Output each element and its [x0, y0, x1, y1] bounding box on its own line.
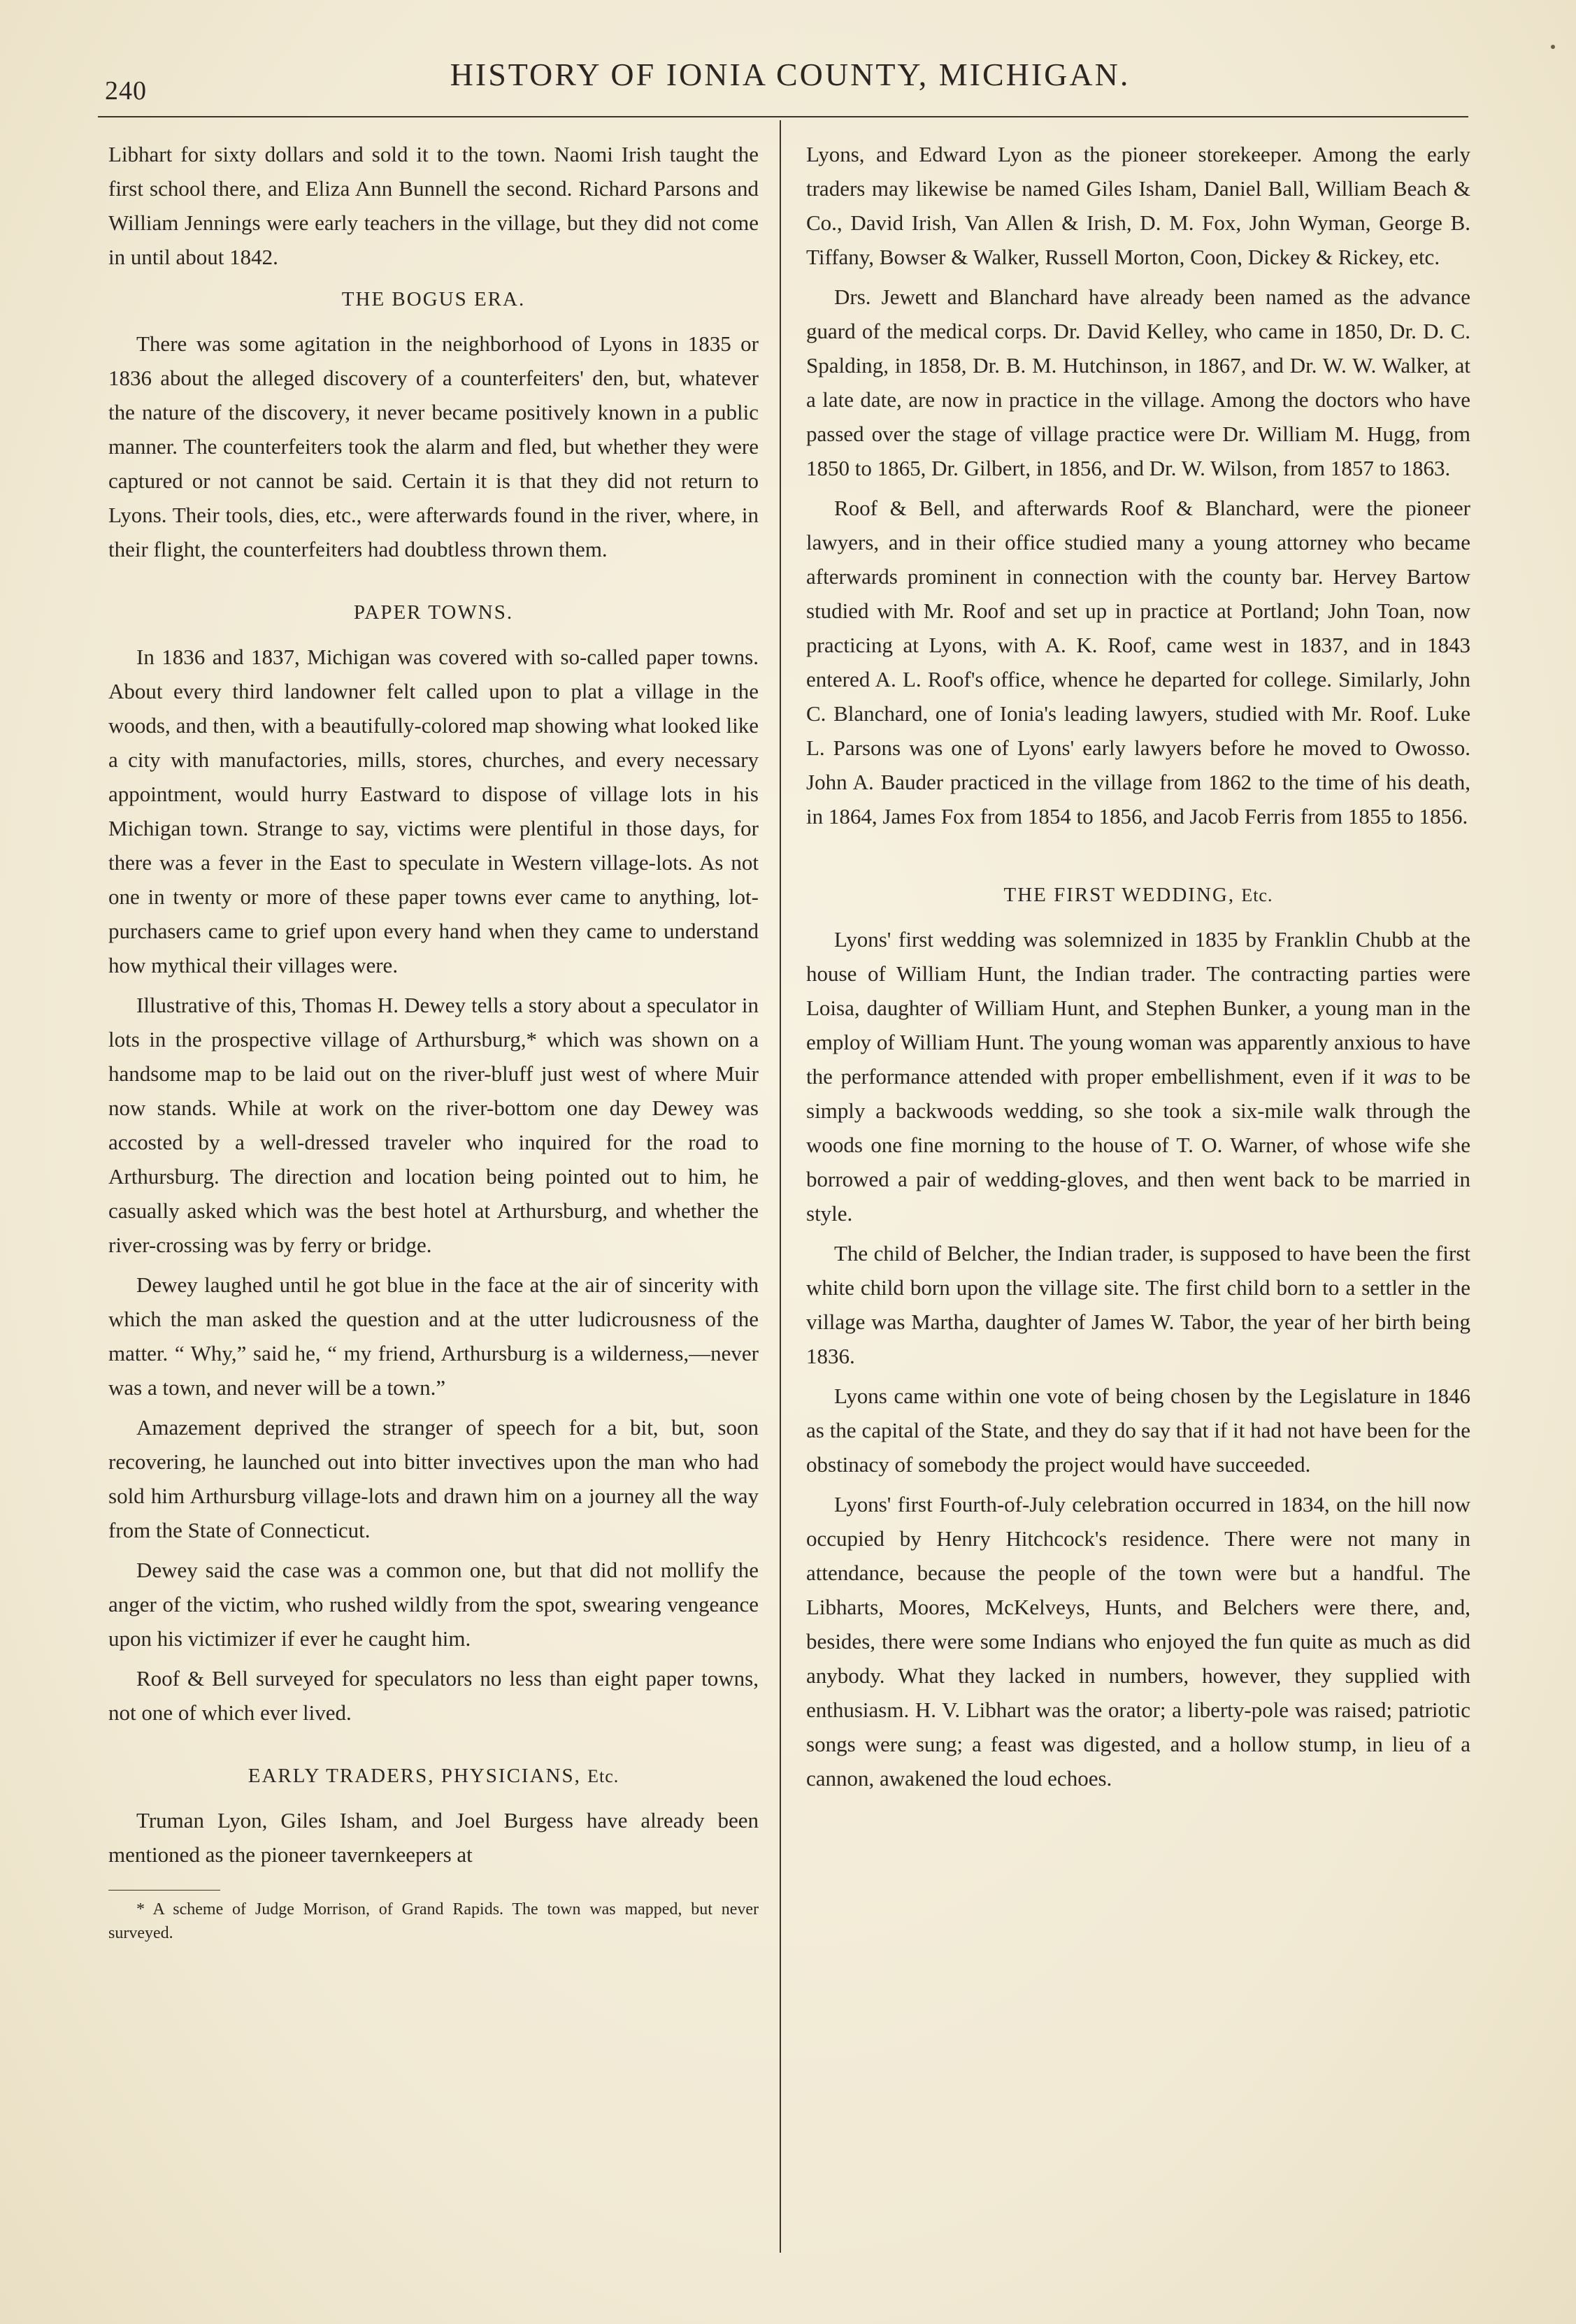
paragraph: Roof & Bell surveyed for speculators no less than eight paper towns, not one of which ever lived. [108, 1666, 759, 1725]
paragraph: There was some agitation in the neighborhood of Lyons in 1835 or 1836 about the alleged discovery of a counterfeiters' den, but, whatever the nature of the discovery, it never became positively known in a public manner. The counterfeiters took the alarm and fled, but whether they were captured or not cannot be said. Certain it is that they did not return to Lyons. Their tools, dies, etc., were afterwards found in the river, where, in their flight, the counterfeiters had doubtless thrown them. [108, 331, 759, 561]
section-heading-first-wedding [806, 878, 1470, 912]
paragraph: Lyons, and Edward Lyon as the pioneer storekeeper. Among the early traders may likewise be named Giles Isham, Daniel Ball, William Beach & Co., David Irish, Van Allen & Irish, D. M. Fox, John Wyman, George B. Tiffany, Bowser & Walker, Russell Morton, Coon, Dickey & Rickey, etc. [806, 142, 1470, 269]
left-column [108, 137, 759, 1951]
page-number: 240 [105, 76, 147, 106]
page-blemish [1551, 45, 1555, 49]
heading-main-text: THE FIRST WEDDING, [1003, 884, 1242, 906]
paragraph: In 1836 and 1837, Michigan was covered with so-called paper towns. About every third landowner felt called upon to plat a village in the woods, and then, with a beautifully-colored map showing what looked like a city with manufactories, mills, stores, churches, and every necessary appointment, would hurry Eastward to dispose of village lots in his Michigan town. Strange to say, victims were plentiful in those days, for there was a fever in the East to speculate in Western village-lots. As not one in twenty or more of these paper towns ever came to anything, lot-purchasers came to grief upon every hand when they came to understand how mythical their villages were. [108, 645, 759, 977]
paragraph [806, 922, 1470, 1231]
right-column [806, 137, 1470, 1801]
paragraph: Truman Lyon, Giles Isham, and Joel Burgess have already been mentioned as the pioneer tavernkeepers at [108, 1808, 759, 1867]
paragraph: Lyons' first Fourth-of-July celebration occurred in 1834, on the hill now occupied by Henry Hitchcock's residence. There were not many in attendance, because the people of the town were but a handful. The Libharts, Moores, McKelveys, Hunts, and Belchers were there, and, besides, there were some Indians who enjoyed the fun quite as much as did anybody. What they lacked in numbers, however, they supplied with enthusiasm. H. V. Libhart was the orator; a liberty-pole was raised; patriotic songs were sung; a feast was digested, and a hollow stump, in lieu of a cannon, awakened the loud echoes. [806, 1492, 1470, 1791]
paragraph: Lyons came within one vote of being chosen by the Legislature in 1846 as the capital of the State, and they do say that if it had not have been for the obstinacy of somebody the project would have succeeded. [806, 1384, 1470, 1477]
paragraph: Roof & Bell, and afterwards Roof & Blanchard, were the pioneer lawyers, and in their office studied many a young attorney who became afterwards prominent in connection with the county bar. Hervey Bartow studied with Mr. Roof and set up in practice at Portland; John Toan, now practicing at Lyons, with A. K. Roof, came west in 1837, and in 1843 entered A. L. Roof's office, whence he departed for college. Similarly, John C. Blanchard, one of Ionia's leading lawyers, studied with Mr. Roof. Luke L. Parsons was one of Lyons' early lawyers before he moved to Owosso. John A. Bauder practiced in the village from 1862 to the time of his death, in 1864, James Fox from 1854 to 1856, and Jacob Ferris from 1855 to 1856. [806, 496, 1470, 829]
paragraph: Dewey said the case was a common one, but that did not mollify the anger of the victim, who rushed wildly from the spot, swearing vengeance upon his victimizer if ever he caught him. [108, 1558, 759, 1651]
section-heading-bogus-era: THE BOGUS ERA. [341, 288, 526, 310]
heading-main-text: EARLY TRADERS, PHYSICIANS, [248, 1765, 588, 1787]
page-title: HISTORY OF IONIA COUNTY, MICHIGAN. [450, 57, 1131, 92]
paragraph: Dewey laughed until he got blue in the face at the air of sincerity with which the man asked the question and at the utter ludicrousness of the matter. “ Why,” said he, “ my friend, Arthursburg is a wilderness,—never was a town, and never will be a town.” [108, 1272, 759, 1400]
paragraph: Drs. Jewett and Blanchard have already been named as the advance guard of the medical corps. Dr. David Kelley, who came in 1850, Dr. D. C. Spalding, in 1858, Dr. B. M. Hutchinson, in 1867, and Dr. W. W. Walker, at a late date, are now in practice in the village. Among the doctors who have passed over the stage of village practice were Dr. William M. Hugg, from 1850 to 1865, Dr. Gilbert, in 1856, and Dr. W. Wilson, from 1857 to 1863. [806, 285, 1470, 480]
footnote: * A scheme of Judge Morrison, of Grand Rapids. The town was mapped, but never surveyed. [108, 1900, 759, 1942]
header-rule [98, 116, 1468, 117]
section-heading-early-traders [108, 1759, 759, 1793]
section-heading-paper-towns: PAPER TOWNS. [353, 601, 514, 624]
running-head [98, 56, 1482, 105]
footnote-rule [108, 1890, 220, 1891]
paragraph: Illustrative of this, Thomas H. Dewey tells a story about a speculator in lots in the prospective village of Arthursburg,* which was shown on a handsome map to be laid out on the river-bluff just west of where Muir now stands. While at work on the river-bottom one day Dewey was accosted by a well-dressed traveler who inquired for the road to Arthursburg. The direction and location being pointed out to him, he casually asked which was the best hotel at Arthursburg, and whether the river-crossing was by ferry or bridge. [108, 993, 759, 1257]
emphasis-text: was [1383, 1064, 1417, 1089]
heading-etc-text: Etc. [1241, 885, 1273, 905]
paragraph: The child of Belcher, the Indian trader, is supposed to have been the first white child born upon the village site. The first child born to a settler in the village was Martha, daughter of James W. Tabor, the year of her birth being 1836. [806, 1241, 1470, 1368]
column-divider [780, 120, 781, 2253]
paragraph: Amazement deprived the stranger of speech for a bit, but, soon recovering, he launched out into bitter invectives upon the man who had sold him Arthursburg village-lots and drawn him on a journey all the way from the State of Connecticut. [108, 1415, 759, 1542]
text-run: to be simply a backwoods wedding, so she took a six-mile walk through the woods one fine morning to the house of T. O. Warner, of whose wife she borrowed a pair of wedding-gloves, and then went back to be married in style. [806, 1064, 1471, 1226]
heading-etc-text: Etc. [587, 1766, 619, 1786]
intro-paragraph: Libhart for sixty dollars and sold it to the town. Naomi Irish taught the first school there, and Eliza Ann Bunnell the second. Richard Parsons and William Jennings were early teachers in the village, but they did not come in until about 1842. [108, 142, 759, 269]
text-run: Lyons' first wedding was solemnized in 1835 by Franklin Chubb at the house of William Hunt, the Indian trader. The contracting parties were Loisa, daughter of William Hunt, and Stephen Bunker, a young man in the employ of William Hunt. The young woman was apparently anxious to have the performance attended with proper embellishment, even if it [806, 927, 1470, 1089]
